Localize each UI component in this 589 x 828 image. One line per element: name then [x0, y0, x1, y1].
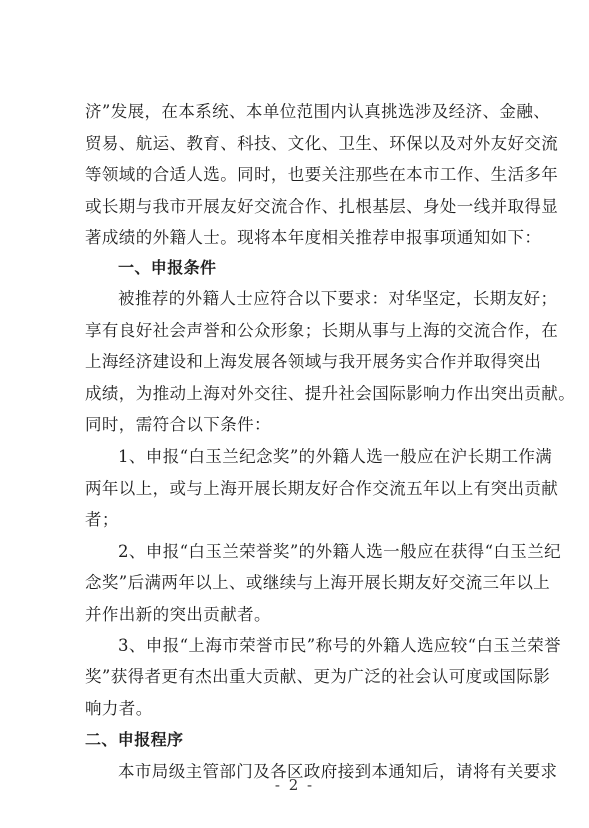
- body-line: 2、申报“白玉兰荣誉奖”的外籍人选一般应在获得“白玉兰纪: [118, 542, 562, 561]
- body-line: 著成绩的外籍人士。现将本年度相关推荐申报事项通知如下：: [85, 228, 542, 247]
- body-line: 上海经济建设和上海发展各领域与我开展务实合作并取得突出: [85, 352, 542, 371]
- body-line: 念奖”后满两年以上、或继续与上海开展长期友好交流三年以上: [85, 573, 551, 592]
- body-line: 贸易、航运、教育、科技、文化、卫生、环保以及对外友好交流: [85, 134, 559, 153]
- body-line: 者；: [85, 510, 119, 529]
- body-line: 等领域的合适人选。同时，也要关注那些在本市工作、生活多年: [85, 165, 559, 184]
- body-line: 1、申报“白玉兰纪念奖”的外籍人选一般应在沪长期工作满: [118, 447, 553, 466]
- page-number: - 2 -: [274, 776, 315, 794]
- body-line: 并作出新的突出贡献者。: [85, 605, 271, 624]
- body-line: 济”发展，在本系统、本单位范围内认真挑选涉及经济、金融、: [85, 102, 551, 121]
- body-line: 或长期与我市开展友好交流合作、扎根基层、身处一线并取得显: [85, 197, 559, 216]
- body-line: 3、申报“上海市荣誉市民”称号的外籍人选应较“白玉兰荣誉: [118, 636, 562, 655]
- body-line: 两年以上，或与上海开展长期友好合作交流五年以上有突出贡献: [85, 479, 559, 498]
- body-line: 同时，需符合以下条件：: [85, 415, 271, 434]
- section-heading: 二、申报程序: [85, 730, 184, 749]
- body-line: 成绩，为推动上海对外交往、提升社会国际影响力作出突出贡献。: [85, 384, 576, 403]
- body-line: 奖”获得者更有杰出重大贡献、更为广泛的社会认可度或国际影: [85, 667, 551, 686]
- section-heading: 一、申报条件: [118, 258, 217, 277]
- body-line: 享有良好社会声誉和公众形象；长期从事与上海的交流合作，在: [85, 321, 559, 340]
- body-line: 被推荐的外籍人士应符合以下要求：对华坚定，长期友好；: [118, 289, 558, 308]
- body-line: 响力者。: [85, 699, 153, 718]
- body-line: 本市局级主管部门及各区政府接到本通知后，请将有关要求: [118, 762, 558, 781]
